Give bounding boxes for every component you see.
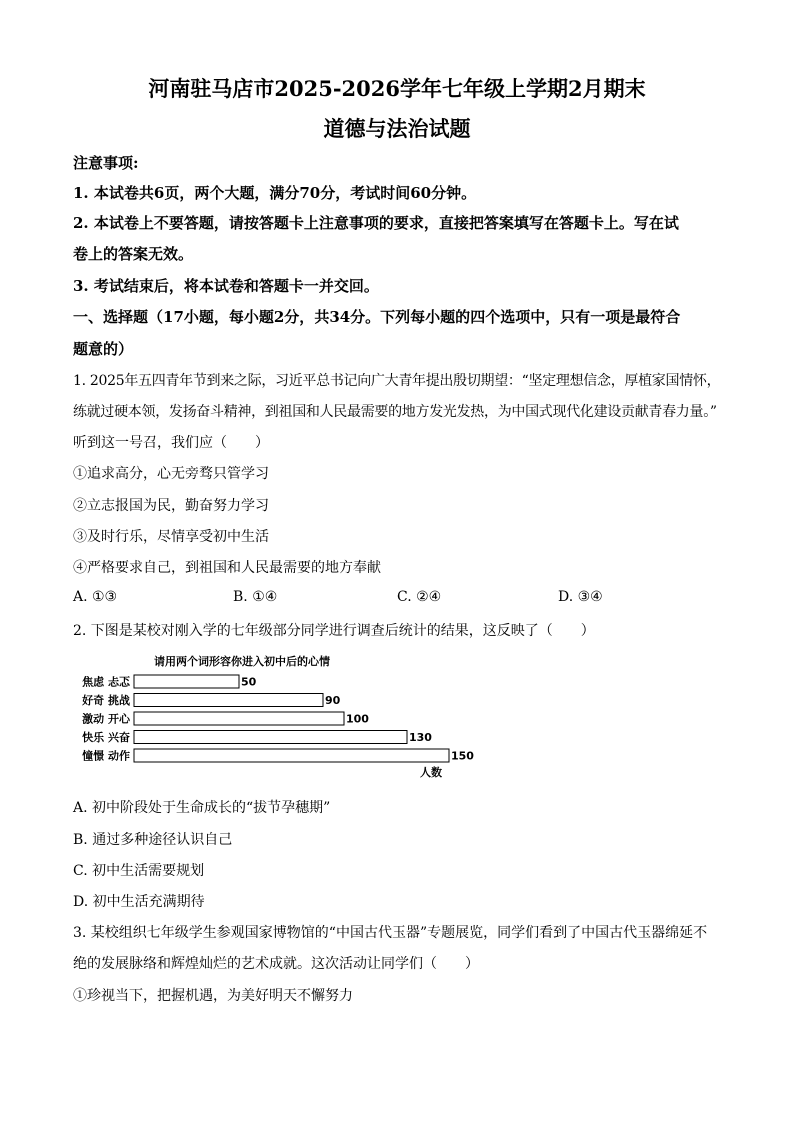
chart-category-label: 焦虑 忐忑	[82, 675, 130, 689]
q3-stem: 3. 某校组织七年级学生参观国家博物馆的“中国古代玉器”专题展览，同学们看到了中国古代玉器绵延不	[73, 925, 708, 941]
notice-line: 2. 本试卷上不要答题，请按答题卡上注意事项的要求，直接把答案填写在答题卡上。写在试	[73, 214, 679, 232]
chart-category-label: 激动 开心	[82, 712, 130, 726]
q1-stem: 1. 2025年五四青年节到来之际，习近平总书记向广大青年提出殷切期望：“坚定理想信念，厚植家国情怀，	[73, 373, 721, 389]
section-heading: 一、选择题（17小题，每小题2分，共34分。下列每小题的四个选项中，只有一项是最符合	[73, 308, 681, 326]
chart-bar	[134, 749, 449, 762]
exam-title: 河南驻马店市2025-2026学年七年级上学期2月期末	[148, 76, 646, 101]
notice-line: 卷上的答案无效。	[73, 245, 194, 263]
chart-x-axis-label: 人数	[420, 766, 442, 779]
chart-value-label: 150	[451, 749, 474, 763]
chart-value-label: 90	[325, 694, 341, 707]
q1-item: ③及时行乐，尽情享受初中生活	[73, 529, 269, 545]
q1-stem: 练就过硬本领，发扬奋斗精神，到祖国和人民最需要的地方发光发热，为中国式现代化建设贡献青春力量。”	[73, 404, 717, 420]
chart-category-label: 憧憬 动作	[82, 749, 130, 763]
q1-item: ④严格要求自己，到祖国和人民最需要的地方奉献	[73, 560, 381, 576]
section-heading-cont: 题意的）	[73, 340, 134, 358]
chart-category-label: 快乐 兴奋	[82, 731, 130, 744]
q1-option-b: B. ①④	[233, 589, 278, 605]
q1-item: ①追求高分，心无旁骛只管学习	[73, 466, 269, 482]
q2-stem: 2. 下图是某校对刚入学的七年级部分同学进行调查后统计的结果，这反映了（ ）	[73, 623, 595, 639]
chart-title: 请用两个词形容你进入初中后的心情	[154, 655, 330, 668]
chart-value-label: 130	[409, 731, 432, 744]
q1-option-c: C. ②④	[397, 589, 442, 605]
q3-item: ①珍视当下，把握机遇，为美好明天不懈努力	[73, 988, 353, 1004]
q2-option-a: A. 初中阶段处于生命成长的“拔节孕穗期”	[73, 800, 331, 816]
chart-value-label: 50	[241, 675, 257, 689]
chart-value-label: 100	[346, 712, 369, 726]
chart-bar	[134, 712, 344, 725]
exam-subtitle: 道德与法治试题	[323, 116, 471, 141]
chart-bar	[134, 694, 323, 707]
q2-option-c: C. 初中生活需要规划	[73, 863, 205, 879]
q1-option-a: A. ①③	[73, 589, 118, 605]
q1-item: ②立志报国为民，勤奋努力学习	[73, 498, 269, 514]
q1-option-d: D. ③④	[558, 589, 603, 605]
notice-line: 1. 本试卷共6页，两个大题，满分70分，考试时间60分钟。	[73, 184, 477, 202]
q1-stem: 听到这一号召，我们应（ ）	[73, 435, 269, 451]
notice-heading: 注意事项:	[73, 154, 139, 172]
chart-bar	[134, 731, 407, 744]
survey-bar-chart	[60, 645, 500, 783]
notice-line: 3. 考试结束后，将本试卷和答题卡一并交回。	[73, 277, 379, 295]
q2-option-b: B. 通过多种途径认识自己	[73, 832, 233, 848]
q2-option-d: D. 初中生活充满期待	[73, 894, 205, 910]
chart-category-label: 好奇 挑战	[82, 694, 130, 707]
chart-bar	[134, 675, 239, 688]
q3-stem: 绝的发展脉络和辉煌灿烂的艺术成就。这次活动让同学们（ ）	[73, 956, 479, 972]
